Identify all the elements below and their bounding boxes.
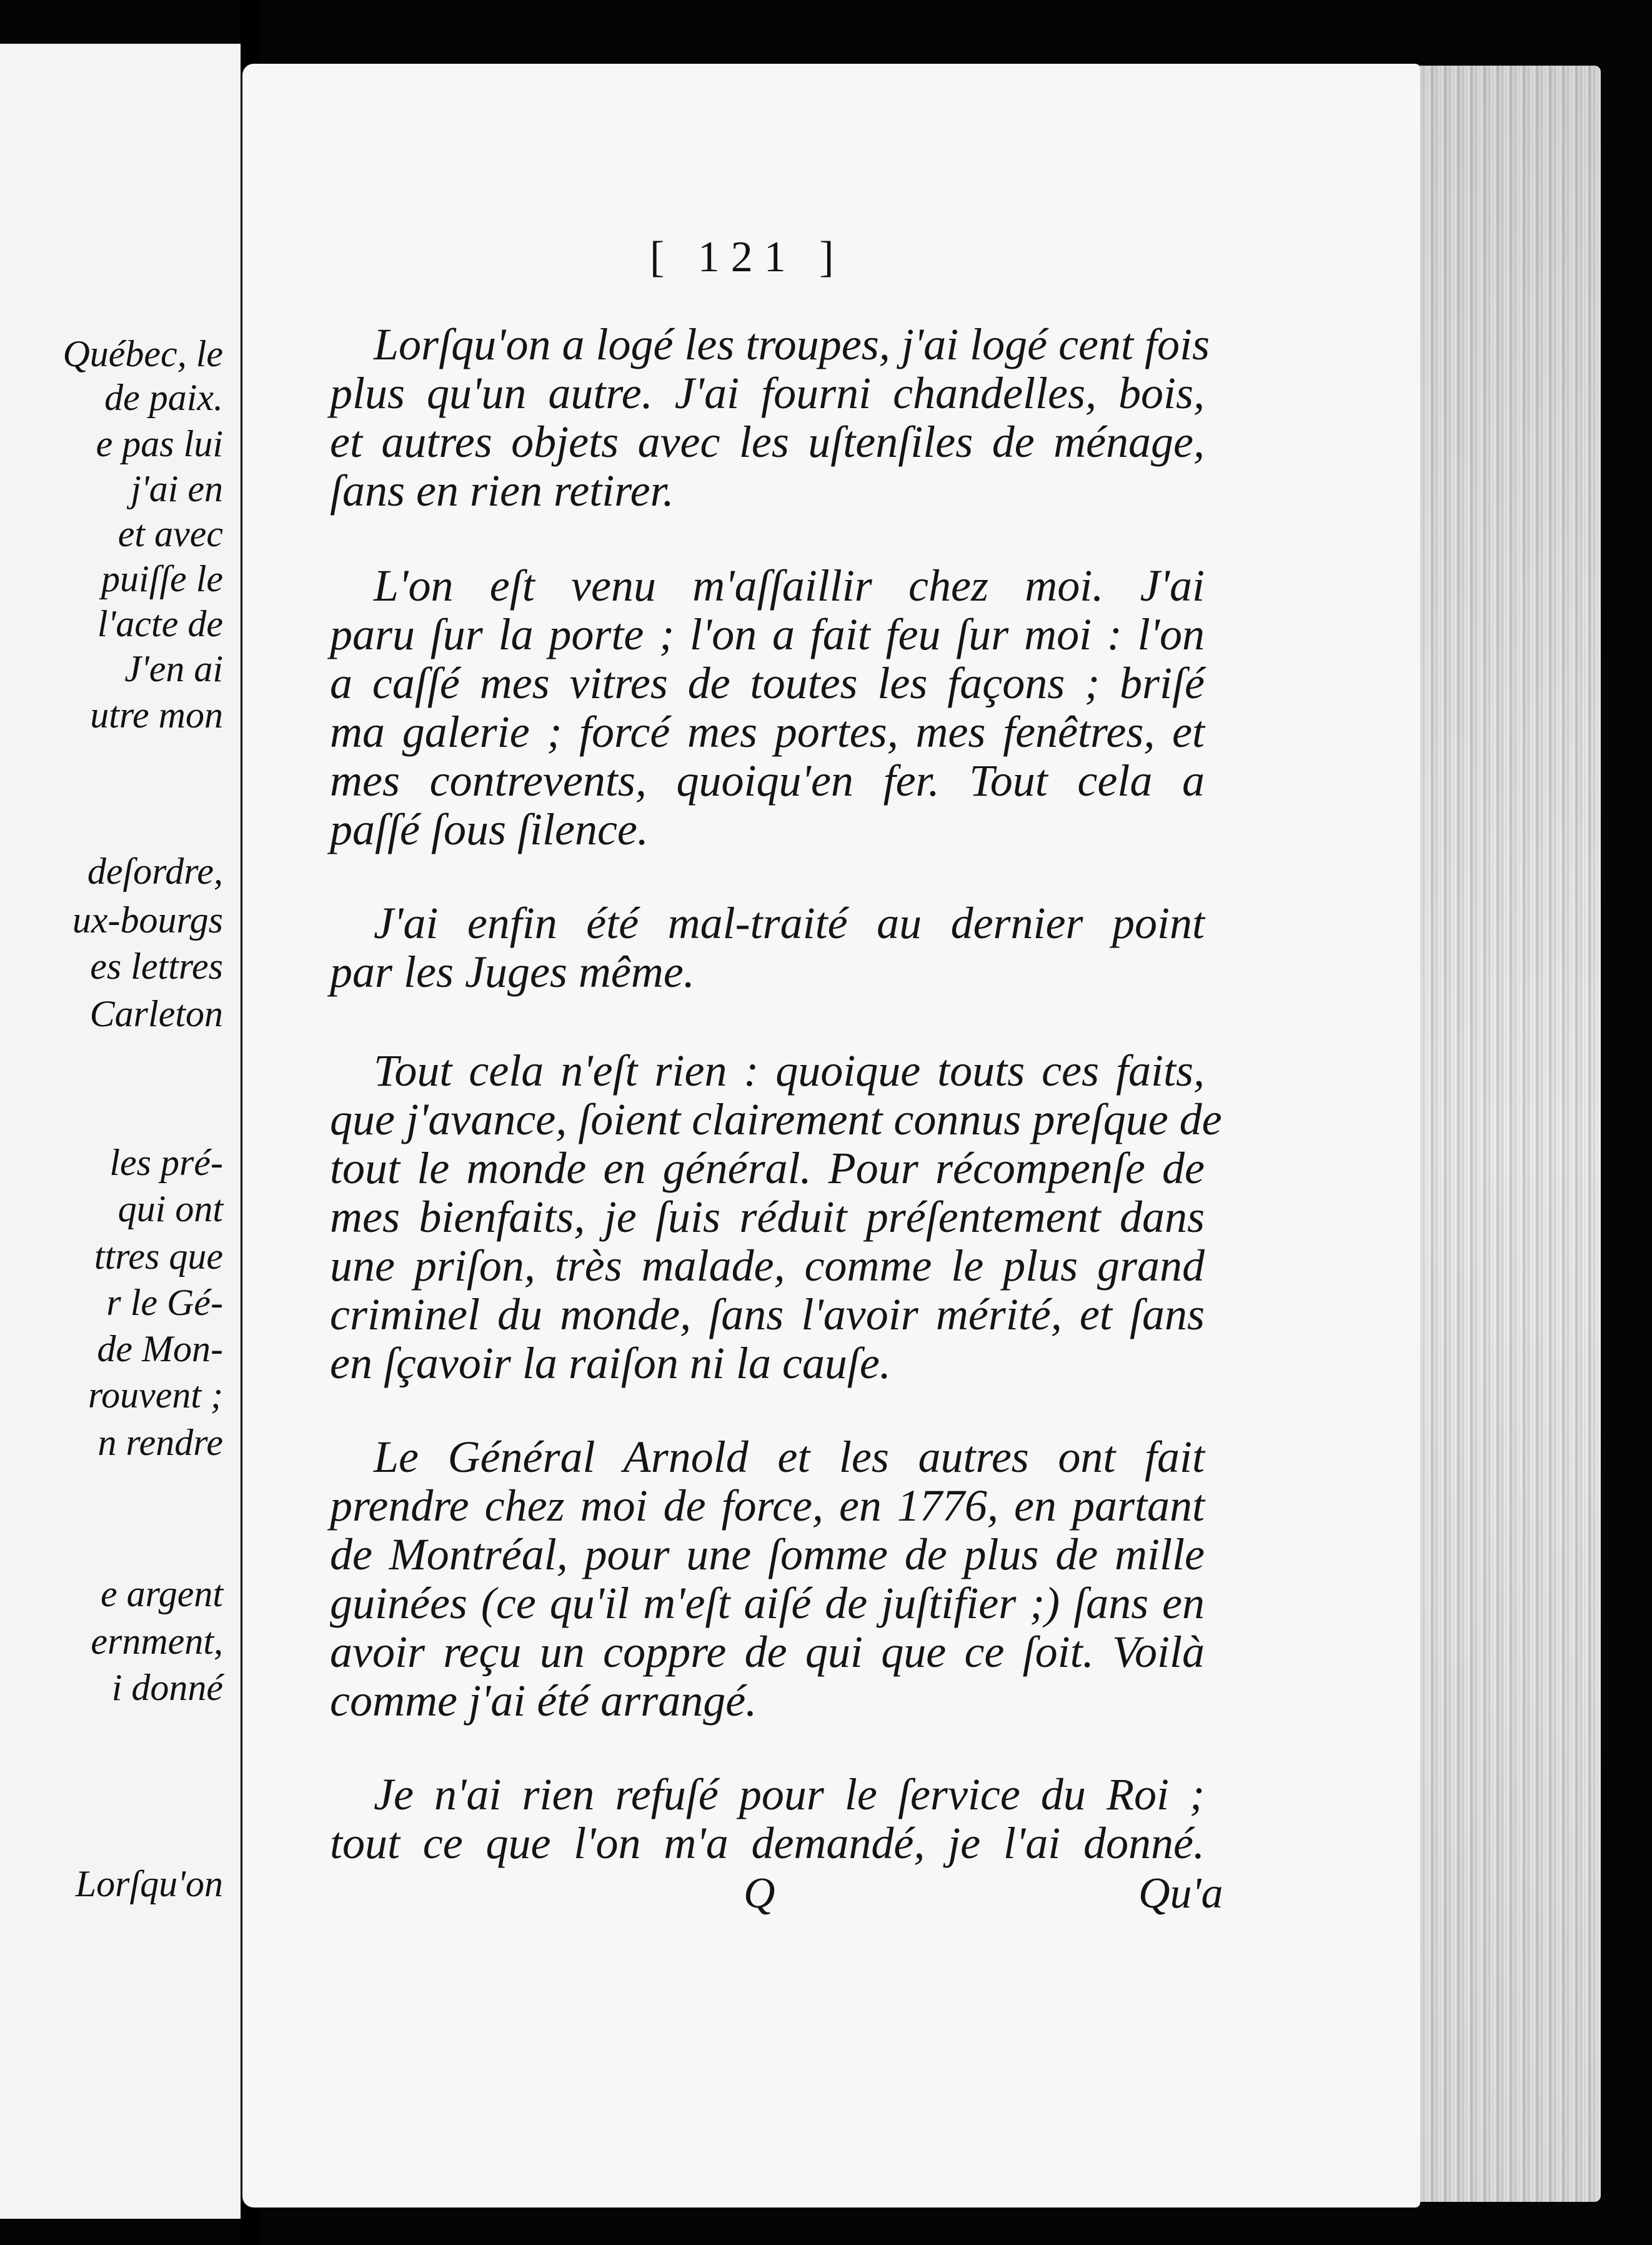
facing-line: puiſſe le xyxy=(101,558,223,599)
facing-line: de Mon- xyxy=(97,1328,223,1369)
facing-line: Lorſqu'on xyxy=(75,1863,223,1904)
facing-line: ttres que xyxy=(94,1236,223,1277)
text-line: Tout cela n'eſt rien : quoique touts ces faits, xyxy=(374,1046,1205,1096)
text-line: Le Général Arnold et les autres ont fait xyxy=(374,1432,1205,1482)
facing-line: ux-bourgs xyxy=(72,899,223,941)
facing-line: de paix. xyxy=(104,377,223,418)
text-line: paru ſur la porte ; l'on a fait feu ſur moi : l'on xyxy=(330,609,1205,659)
text-line: par les Juges même. xyxy=(330,947,695,997)
facing-page xyxy=(0,44,241,2219)
text-line: prendre chez moi de force, en 1776, en partant xyxy=(330,1481,1205,1531)
facing-line: es lettres xyxy=(90,946,223,987)
text-line: en ſçavoir la raiſon ni la cauſe. xyxy=(330,1338,891,1388)
text-line: de Montréal, pour une ſomme de plus de mille xyxy=(330,1529,1205,1579)
facing-line: n rendre xyxy=(97,1422,223,1463)
text-line: tout ce que l'on m'a demandé, je l'ai donné. xyxy=(330,1818,1205,1868)
facing-line: J'en ai xyxy=(124,648,223,689)
page-number: [ 121 ] xyxy=(650,233,845,281)
text-line: comme j'ai été arrangé. xyxy=(330,1676,757,1726)
text-line: une priſon, très malade, comme le plus grand xyxy=(330,1241,1205,1291)
facing-line: et avec xyxy=(117,513,223,554)
facing-line: rouvent ; xyxy=(87,1374,223,1416)
text-line: plus qu'un autre. J'ai fourni chandelles, bois, xyxy=(330,368,1205,418)
catchword: Qu'a xyxy=(1138,1869,1223,1918)
facing-line: Québec, le xyxy=(62,333,223,374)
facing-line: qui ont xyxy=(117,1188,223,1229)
text-line: J'ai enfin été mal-traité au dernier point xyxy=(374,898,1205,948)
text-line: et autres objets avec les uſtenſiles de ménage, xyxy=(330,417,1205,467)
text-line: tout le monde en général. Pour récompenſe de xyxy=(330,1143,1205,1193)
facing-line: e pas lui xyxy=(96,423,223,464)
text-line: ſans en rien retirer. xyxy=(330,466,674,516)
text-line: guinées (ce qu'il m'eſt aiſé de juſtifier ;) ſans en xyxy=(330,1578,1205,1628)
facing-line: r le Gé- xyxy=(106,1282,223,1323)
facing-line: j'ai en xyxy=(131,468,223,509)
facing-line: utre mon xyxy=(90,694,223,736)
text-line: Je n'ai rien refuſé pour le ſervice du Roi ; xyxy=(374,1769,1205,1819)
text-line: a caſſé mes vitres de toutes les façons ; briſé xyxy=(330,658,1205,708)
text-line: Lorſqu'on a logé les troupes, j'ai logé cent fois xyxy=(374,319,1210,369)
text-line: que j'avance, ſoient clairement connus preſque de xyxy=(330,1094,1222,1144)
text-line: paſſé ſous ſilence. xyxy=(330,804,649,854)
text-line: L'on eſt venu m'aſſaillir chez moi. J'ai xyxy=(374,561,1205,611)
page-fore-edge-shade xyxy=(1413,66,1601,2202)
text-line: mes bienfaits, je ſuis réduit préſentement dans xyxy=(330,1192,1205,1242)
signature-mark: Q xyxy=(744,1869,775,1918)
text-line: criminel du monde, ſans l'avoir mérité, et ſans xyxy=(330,1289,1205,1339)
facing-line: e argent xyxy=(100,1573,223,1614)
facing-line: l'acte de xyxy=(97,603,223,644)
facing-line: Carleton xyxy=(89,993,223,1034)
facing-line: i donné xyxy=(111,1667,223,1708)
text-line: mes contrevents, quoiqu'en fer. Tout cela a xyxy=(330,756,1205,806)
facing-line: deſordre, xyxy=(87,851,223,892)
facing-line: les pré- xyxy=(109,1142,223,1183)
facing-line: ernment, xyxy=(91,1621,223,1662)
text-line: ma galerie ; forcé mes portes, mes fenêtres, et xyxy=(330,707,1205,757)
text-line: avoir reçu un coppre de qui que ce ſoit. Voilà xyxy=(330,1627,1205,1677)
